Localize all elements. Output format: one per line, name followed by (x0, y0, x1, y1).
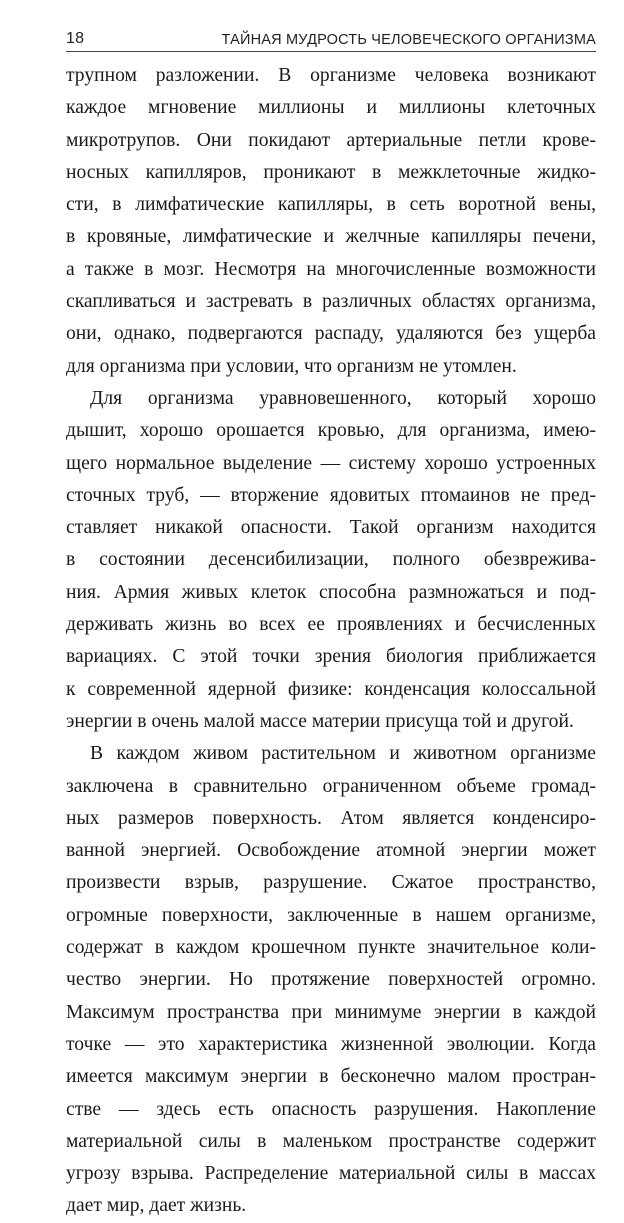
text-line: дышит, хорошо орошается кровью, для организма, имею- (66, 420, 596, 442)
text-line: к современной ядерной физике: конденсация колоссальной (66, 678, 596, 700)
running-header (66, 30, 596, 52)
text-line: скапливаться и застревать в различных областях организма, (66, 291, 596, 313)
text-line: вариациях. С этой точки зрения биология приближается (66, 646, 596, 668)
text-line: микротрупов. Они покидают артериальные петли крове- (66, 129, 596, 151)
text-line: Для организма уравновешенного, который хорошо (90, 387, 596, 409)
text-line: в кровяные, лимфатические и желчные капилляры печени, (66, 226, 596, 248)
text-line: держивать жизнь во всех ее проявлениях и бесчисленных (66, 614, 596, 636)
text-line: огромные поверхности, заключенные в нашем организме, (66, 904, 596, 926)
page-number: 18 (66, 30, 85, 47)
text-line: произвести взрыв, разрушение. Сжатое пространство, (66, 872, 596, 894)
text-line: носных капилляров, проникают в межклеточные жидко- (66, 161, 596, 183)
text-line: содержат в каждом крошечном пункте значительное коли- (66, 937, 596, 959)
text-line: сточных труб, — вторжение ядовитых птомаинов не пред- (66, 484, 596, 506)
text-line: щего нормальное выделение — систему хорошо устроенных (66, 452, 596, 474)
text-line: точке — это характеристика жизненной эволюции. Когда (66, 1033, 596, 1055)
text-line: трупном разложении. В организме человека возникают (66, 65, 596, 86)
text-line: заключена в сравнительно ограниченном объеме громад- (66, 775, 596, 797)
text-line: дает мир, дает жизнь. (66, 1195, 247, 1217)
running-title: ТАЙНАЯ МУДРОСТЬ ЧЕЛОВЕЧЕСКОГО ОРГАНИЗМА (221, 32, 596, 48)
text-line: чество энергии. Но протяжение поверхностей огромно. (66, 969, 596, 991)
text-line: ванной энергией. Освобождение атомной энергии может (66, 840, 596, 862)
text-line: Максимум пространства при минимуме энергии в каждой (66, 1001, 596, 1023)
text-line: ния. Армия живых клеток способна размножаться и под- (66, 581, 596, 603)
text-line: материальной силы в маленьком пространстве содержит (66, 1130, 596, 1152)
text-line: стве — здесь есть опасность разрушения. Накопление (66, 1098, 596, 1120)
text-line: ставляет никакой опасности. Такой организм находится (66, 517, 596, 539)
text-line: В каждом живом растительном и животном организме (90, 743, 596, 765)
text-line: для организма при условии, что организм не утомлен. (66, 355, 517, 377)
text-line: каждое мгновение миллионы и миллионы клеточных (66, 97, 596, 119)
text-line: сти, в лимфатические капилляры, в сеть воротной вены, (66, 194, 596, 216)
text-line: имеется максимум энергии в бесконечно малом простран- (66, 1066, 596, 1088)
text-line: угрозу взрыва. Распределение материальной силы в массах (66, 1163, 596, 1185)
text-line: а также в мозг. Несмотря на многочисленные возможности (66, 258, 596, 280)
text-line: ных размеров поверхность. Атом является конденсиро- (66, 807, 596, 829)
text-line: энергии в очень малой массе материи присуща той и другой. (66, 710, 574, 732)
text-line: они, однако, подвергаются распаду, удаляются без ущерба (66, 323, 596, 345)
body-text (66, 60, 596, 1223)
text-line: в состоянии десенсибилизации, полного обезврежива- (66, 549, 596, 571)
